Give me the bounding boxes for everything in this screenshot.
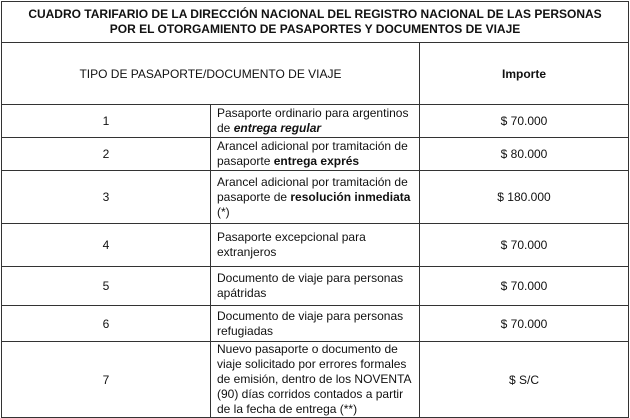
tariff-table <box>1 1 629 418</box>
row-number: 1 <box>2 105 211 138</box>
row-description: Pasaporte excepcional para extranjeros <box>211 224 420 267</box>
row-text: Arancel adicional por tramitación de pasaporte <box>217 139 408 168</box>
row-text: Arancel adicional por tramitación de pasaporte de <box>217 174 408 204</box>
row-description <box>211 138 420 171</box>
table-row <box>2 138 629 171</box>
row-amount: $ 70.000 <box>420 224 629 267</box>
row-description: Documento de viaje para personas refugiadas <box>211 306 420 342</box>
row-number: 3 <box>2 171 211 224</box>
row-description: Documento de viaje para personas apátridas <box>211 267 420 306</box>
row-amount: $ 80.000 <box>420 138 629 171</box>
table-title <box>2 2 629 43</box>
table-row <box>2 306 629 342</box>
row-amount: $ 180.000 <box>420 171 629 224</box>
amount-header: Importe <box>420 43 629 105</box>
row-number: 7 <box>2 342 211 418</box>
row-amount: $ 70.000 <box>420 267 629 306</box>
row-emphasis: entrega exprés <box>273 154 360 168</box>
table-row <box>2 105 629 138</box>
row-number: 4 <box>2 224 211 267</box>
table-row <box>2 267 629 306</box>
table-row <box>2 342 629 418</box>
row-amount: $ S/C <box>420 342 629 418</box>
row-text: Pasaporte ordinario para argentinos de <box>217 106 409 135</box>
title-line-1: CUADRO TARIFARIO DE LA DIRECCIÓN NACIONAL DEL REGISTRO NACIONAL DE LAS PERSONAS <box>28 7 602 21</box>
table-row <box>2 224 629 267</box>
row-emphasis: entrega regular <box>233 121 322 135</box>
row-amount: $ 70.000 <box>420 306 629 342</box>
header-row <box>2 43 629 105</box>
title-line-2: POR EL OTORGAMIENTO DE PASAPORTES Y DOCUMENTOS DE VIAJE <box>109 22 521 36</box>
row-description <box>211 171 420 224</box>
type-header: TIPO DE PASAPORTE/DOCUMENTO DE VIAJE <box>2 43 420 105</box>
row-number: 6 <box>2 306 211 342</box>
row-amount: $ 70.000 <box>420 105 629 138</box>
row-description: Nuevo pasaporte o documento de viaje solicitado por errores formales de emisión, dentro de los NOVENTA (90) días corridos contados a partir de la fecha de entrega (**) <box>211 342 420 418</box>
row-number: 2 <box>2 138 211 171</box>
row-number: 5 <box>2 267 211 306</box>
row-emphasis: resolución inmediata <box>290 189 411 204</box>
row-description <box>211 105 420 138</box>
row-note: (*) <box>217 204 230 219</box>
table-row <box>2 171 629 224</box>
